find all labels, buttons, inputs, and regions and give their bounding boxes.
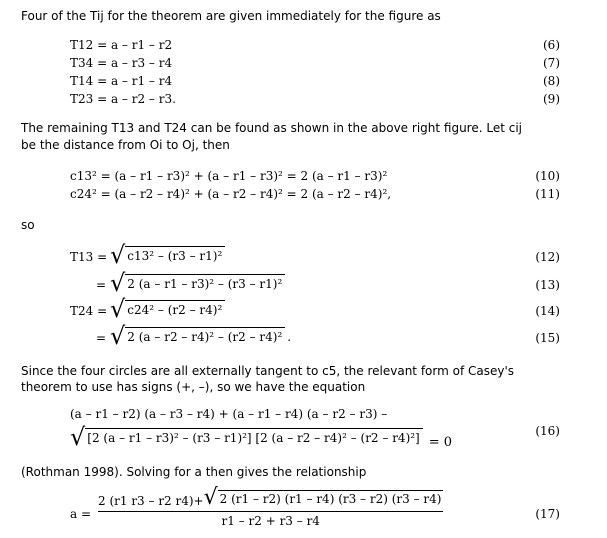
equation-number-10: (10) [535,169,560,183]
since-text-line-1: Since the four circles are all externally tangent to c5, the relevant form of Casey's [21,364,515,378]
equation-12-lhs: T13 = [70,250,108,264]
equation-17-numerator [98,485,443,510]
remaining-text-line-2: be the distance from Oi to Oj, then [21,138,230,152]
equation-15-lhs: = [96,331,107,345]
equation-17-denominator: r1 – r2 + r3 – r4 [221,514,320,528]
equation-12-radicand: c13² – (r3 – r1)² [125,246,225,263]
equation-number-12: (12) [535,250,560,264]
radical-sign-icon: √ [203,485,218,510]
equation-17-numerator-radicand: 2 (r1 – r2) (r1 – r4) (r3 – r2) (r3 – r4) [219,492,442,506]
radical-sign-icon: √ [110,241,126,269]
equation-16-sqrt [70,423,453,451]
radical-sign-icon: √ [110,269,126,297]
equation-14-lhs: T24 = [70,304,108,318]
radical-sign-icon: √ [110,322,126,350]
equation-17-lhs: a = [70,507,92,521]
equation-11: c24² = (a – r2 – r4)² + (a – r2 – r4)² = 2 (a – r2 – r4)², [70,187,392,201]
rothman-text: (Rothman 1998). Solving for a then gives the relationship [21,465,367,479]
since-text-line-2: theorem to use has signs (+, –), so we have the equation [21,380,366,394]
equation-number-14: (14) [535,304,560,318]
equation-16-equals-zero: = 0 [428,435,453,450]
equation-15-radicand: 2 (a – r2 – r4)² – (r2 – r4)² [125,327,285,344]
so-text: so [21,218,35,232]
equation-15-sqrt [110,322,292,350]
radical-sign-icon: √ [70,423,86,451]
equation-16-line-1: (a – r1 – r2) (a – r3 – r4) + (a – r1 – r4) (a – r2 – r3) – [70,407,388,421]
equation-number-9: (9) [543,92,560,106]
equation-13-radicand: 2 (a – r1 – r3)² – (r3 – r1)² [125,274,285,291]
equation-14-radicand: c24² – (r2 – r4)² [125,300,225,317]
equation-number-7: (7) [543,56,560,70]
equation-number-6: (6) [543,38,560,52]
remaining-text-line-1: The remaining T13 and T24 can be found as shown in the above right figure. Let cij [21,121,522,135]
equation-number-11: (11) [535,187,560,201]
equation-number-13: (13) [535,278,560,292]
equation-9: T23 = a – r2 – r3. [70,92,176,106]
equation-15-period: . [287,330,292,344]
equation-number-8: (8) [543,74,560,88]
equation-13-sqrt [110,269,285,297]
radical-sign-icon: √ [110,295,126,323]
equation-7: T34 = a – r3 – r4 [70,56,173,70]
equation-number-16: (16) [535,424,560,438]
intro-text: Four of the Tij for the theorem are given immediately for the figure as [21,9,441,23]
equation-17-fraction [98,485,443,528]
equation-14-sqrt [110,295,225,323]
equation-10: c13² = (a – r1 – r3)² + (a – r1 – r3)² = 2 (a – r1 – r3)² [70,169,388,183]
equation-number-17: (17) [535,507,560,521]
equation-12-sqrt [110,241,225,269]
equation-17-numerator-part-a: 2 (r1 r3 – r2 r4)+ [98,494,204,508]
equation-6: T12 = a – r1 – r2 [70,38,173,52]
fraction-bar [98,511,443,512]
equation-number-15: (15) [535,331,560,345]
equation-13-lhs: = [96,278,107,292]
equation-16-radicand: [2 (a – r1 – r3)² – (r3 – r1)²] [2 (a – r2 – r4)² – (r2 – r4)²] [85,428,422,445]
equation-8: T14 = a – r1 – r4 [70,74,173,88]
